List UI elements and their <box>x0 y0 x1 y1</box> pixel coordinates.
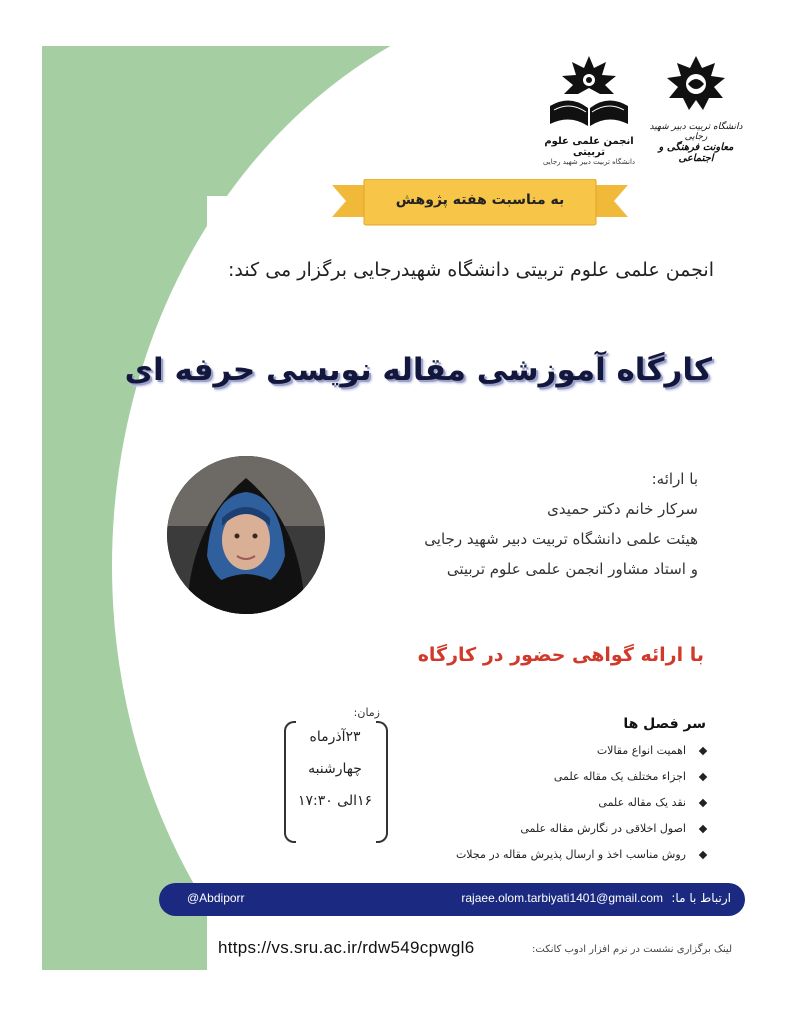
chapter-text: اهمیت انواع مقالات <box>596 744 686 757</box>
list-item <box>376 842 706 868</box>
time-label: زمان: <box>353 706 380 719</box>
association-logo <box>534 54 644 166</box>
diamond-bullet-icon <box>699 747 707 755</box>
diamond-bullet-icon <box>699 799 707 807</box>
presenter-line-advisor: و استاد مشاور انجمن علمی علوم تربیتی <box>446 560 698 578</box>
association-logo-sub: دانشگاه تربیت دبیر شهید رجایی <box>542 158 636 166</box>
banner-text: به مناسبت هفته پژوهش <box>395 192 565 208</box>
university-logo <box>642 54 748 164</box>
time-bracket-left <box>284 721 296 843</box>
poster <box>42 46 748 970</box>
presenter-line-name: سرکار خانم دکتر حمیدی <box>547 500 698 518</box>
contact-handle-link[interactable]: @Abdiporr <box>187 891 245 905</box>
time-hours: ۱۶الی ۱۷:۳۰ <box>297 793 373 809</box>
diamond-bullet-icon <box>699 773 707 781</box>
time-date: ۲۳آذرماه <box>309 729 361 745</box>
session-link[interactable]: https://vs.sru.ac.ir/rdw549cpwgl6 <box>218 938 475 957</box>
university-logo-sub: معاونت فرهنگی و اجتماعی <box>658 142 734 164</box>
list-item <box>376 816 706 842</box>
chapter-text: نقد یک مقاله علمی <box>598 796 686 809</box>
host-announcement: انجمن علمی علوم تربیتی دانشگاه شهیدرجایی برگزار می کند: <box>228 259 714 281</box>
chapters-title: سر فصل ها <box>623 716 706 732</box>
chapter-text: اصول اخلاقی در نگارش مقاله علمی <box>520 822 686 835</box>
book-star-logo-icon <box>544 54 634 134</box>
research-week-banner <box>332 179 628 229</box>
association-logo-name: انجمن علمی علوم تربیتی <box>544 136 634 158</box>
contact-label: ارتباط با ما: <box>671 891 731 905</box>
time-box <box>290 721 380 839</box>
contact-email-link[interactable]: rajaee.olom.tarbiyati1401@gmail.com <box>461 891 663 905</box>
list-item <box>376 764 706 790</box>
presenter-line-faculty: هیئت علمی دانشگاه تربیت دبیر شهید رجایی <box>424 530 698 548</box>
time-block <box>290 706 380 839</box>
certificate-note: با ارائه گواهی حضور در کارگاه <box>417 644 704 666</box>
university-emblem-icon <box>661 54 731 120</box>
presenter-line-intro: با ارائه: <box>651 470 698 488</box>
chapters-list <box>376 716 706 868</box>
presenter-info <box>278 464 698 584</box>
contact-bar <box>159 883 745 916</box>
diamond-bullet-icon <box>699 851 707 859</box>
diamond-bullet-icon <box>699 825 707 833</box>
session-link-note: لینک برگزاری نشست در نرم افزار ادوب کانکت: <box>532 944 732 955</box>
university-logo-name: دانشگاه تربیت دبیر شهید رجایی <box>649 122 743 142</box>
list-item <box>376 790 706 816</box>
chapter-text: اجزاء مختلف یک مقاله علمی <box>553 770 686 783</box>
chapter-text: روش مناسب اخذ و ارسال پذیرش مقاله در مجلات <box>455 848 686 861</box>
workshop-title: کارگاه آموزشی مقاله نویسی حرفه ای <box>124 352 712 388</box>
time-day: چهارشنبه <box>308 761 362 777</box>
list-item <box>376 738 706 764</box>
